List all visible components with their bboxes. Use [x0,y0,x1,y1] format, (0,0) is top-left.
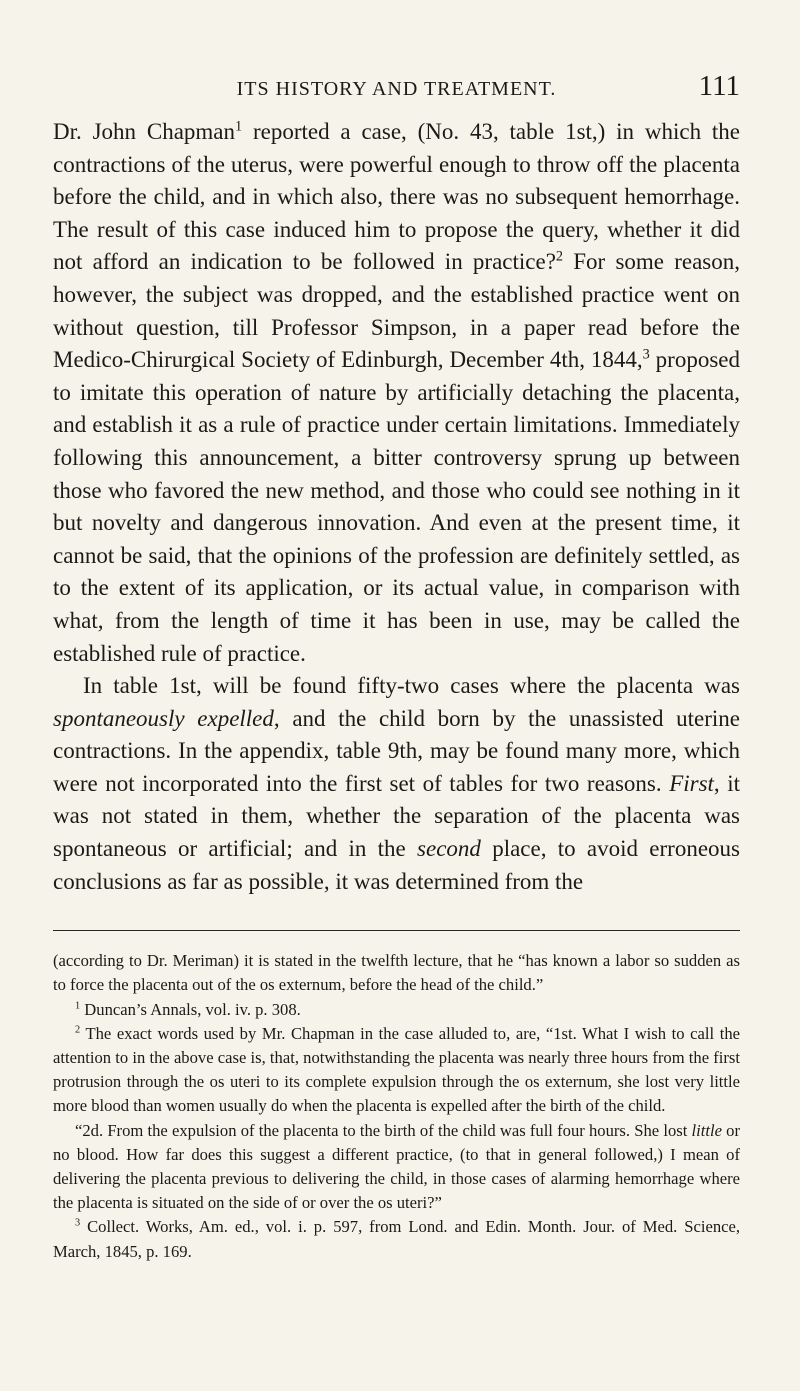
footnote-ref-1: 1 [235,118,243,135]
footnote-continuation: (according to Dr. Meriman) it is stated in the twelfth lecture, that he “has known a labor so sudden as to force the placenta out of the os externum, before the head of the child.” [53,951,740,995]
footnote-1-text: Duncan’s Annals, vol. iv. p. 308. [80,999,301,1019]
p1-text-c: For some reason, however, the subject was dropped, and the established practice went on without question, till Professor Simpson, in a paper read before the Medico-Chirurgical Society of Edinburgh, December 4th, 1844, [53,249,740,373]
p1-text-d: proposed to imitate this operation of nature by artificially detaching the placenta, and establish it as a rule of practice under certain limitations. Immediately following this announcement, a bitter controversy sprung up between those who favored the new method, and those who could see nothing in it but novelty and dangerous innovation. And even at the present time, it cannot be said, that the opinions of the profession are definitely settled, as to the extent of its application, or its actual value, in comparison with what, from the length of time it has been in use, may be called the established rule of practice. [53,347,740,666]
footnotes [53,949,740,1264]
footnote-ref-2: 2 [555,248,564,265]
p1-text-a: Dr. John Chapman [53,119,236,144]
footnote-1 [53,998,740,1022]
p2-emphasis-2: First [669,770,714,796]
body-text [53,116,740,898]
p2-text-d: place, to avoid erroneous conclusions as far as possible, it was determined from the [53,836,740,894]
footnote-2-part2-b: or no blood. How far does this suggest a different practice, (to that in general followed,) I mean of delivering the placenta previous to delivering the child, in those cases of alarming hemorrhage where the placenta is situated on the side of or over the os uteri?” [53,1120,740,1213]
p2-text-b: , and the child born by the unassisted uterine contractions. In the appendix, table 9th, may be found many more, which were not incorporated into the first set of tables for two reasons. [53,705,740,796]
p2-text-a: In table 1st, will be found fifty-two cases where the placenta was [83,673,740,699]
footnote-3-mark: 3 [75,1217,81,1229]
footnote-3-text: Collect. Works, Am. ed., vol. i. p. 597, from Lond. and Edin. Month. Jour. of Med. Science, March, 1845, p. 169. [53,1217,740,1261]
footnote-ref-3: 3 [642,346,650,363]
footnote-2-emphasis: little [691,1120,722,1140]
p2-emphasis-1: spontaneously expelled [53,705,274,731]
footnote-2 [53,1022,740,1119]
footnote-rule [53,930,740,931]
footnote-3 [53,1215,740,1263]
footnote-1-mark: 1 [75,1000,81,1012]
footnote-2-mark: 2 [75,1024,81,1036]
p2-emphasis-3: second [417,836,481,862]
paragraph-1 [53,116,740,670]
footnote-2-part2-a: “2d. From the expulsion of the placenta to the birth of the child was full four hours. She lost [75,1120,692,1140]
footnote-2-continued [53,1119,740,1216]
running-title: ITS HISTORY AND TREATMENT. [236,78,557,100]
p2-text-c: , it was not stated in them, whether the separation of the placenta was spontaneous or artificial; and in the [53,770,740,862]
page-number: 111 [698,70,740,102]
paragraph-2 [53,670,740,898]
footnote-2-text: The exact words used by Mr. Chapman in the case alluded to, are, “1st. What I wish to call the attention to in the above case is, that, notwithstanding the placenta was nearly three hours from the first protrusion through the os uteri to its complete expulsion through the os externum, she lost very little more blood than women usually do when the placenta is expelled after the birth of the child. [53,1023,740,1116]
p1-text-b: reported a case, (No. 43, table 1st,) in which the contractions of the uterus, were powerful enough to throw off the placenta before the child, and in which also, there was no subsequent hemorrhage. The result of this case induced him to propose the query, whether it did not afford an indication to be followed in practice? [53,119,740,275]
running-header [53,0,740,110]
